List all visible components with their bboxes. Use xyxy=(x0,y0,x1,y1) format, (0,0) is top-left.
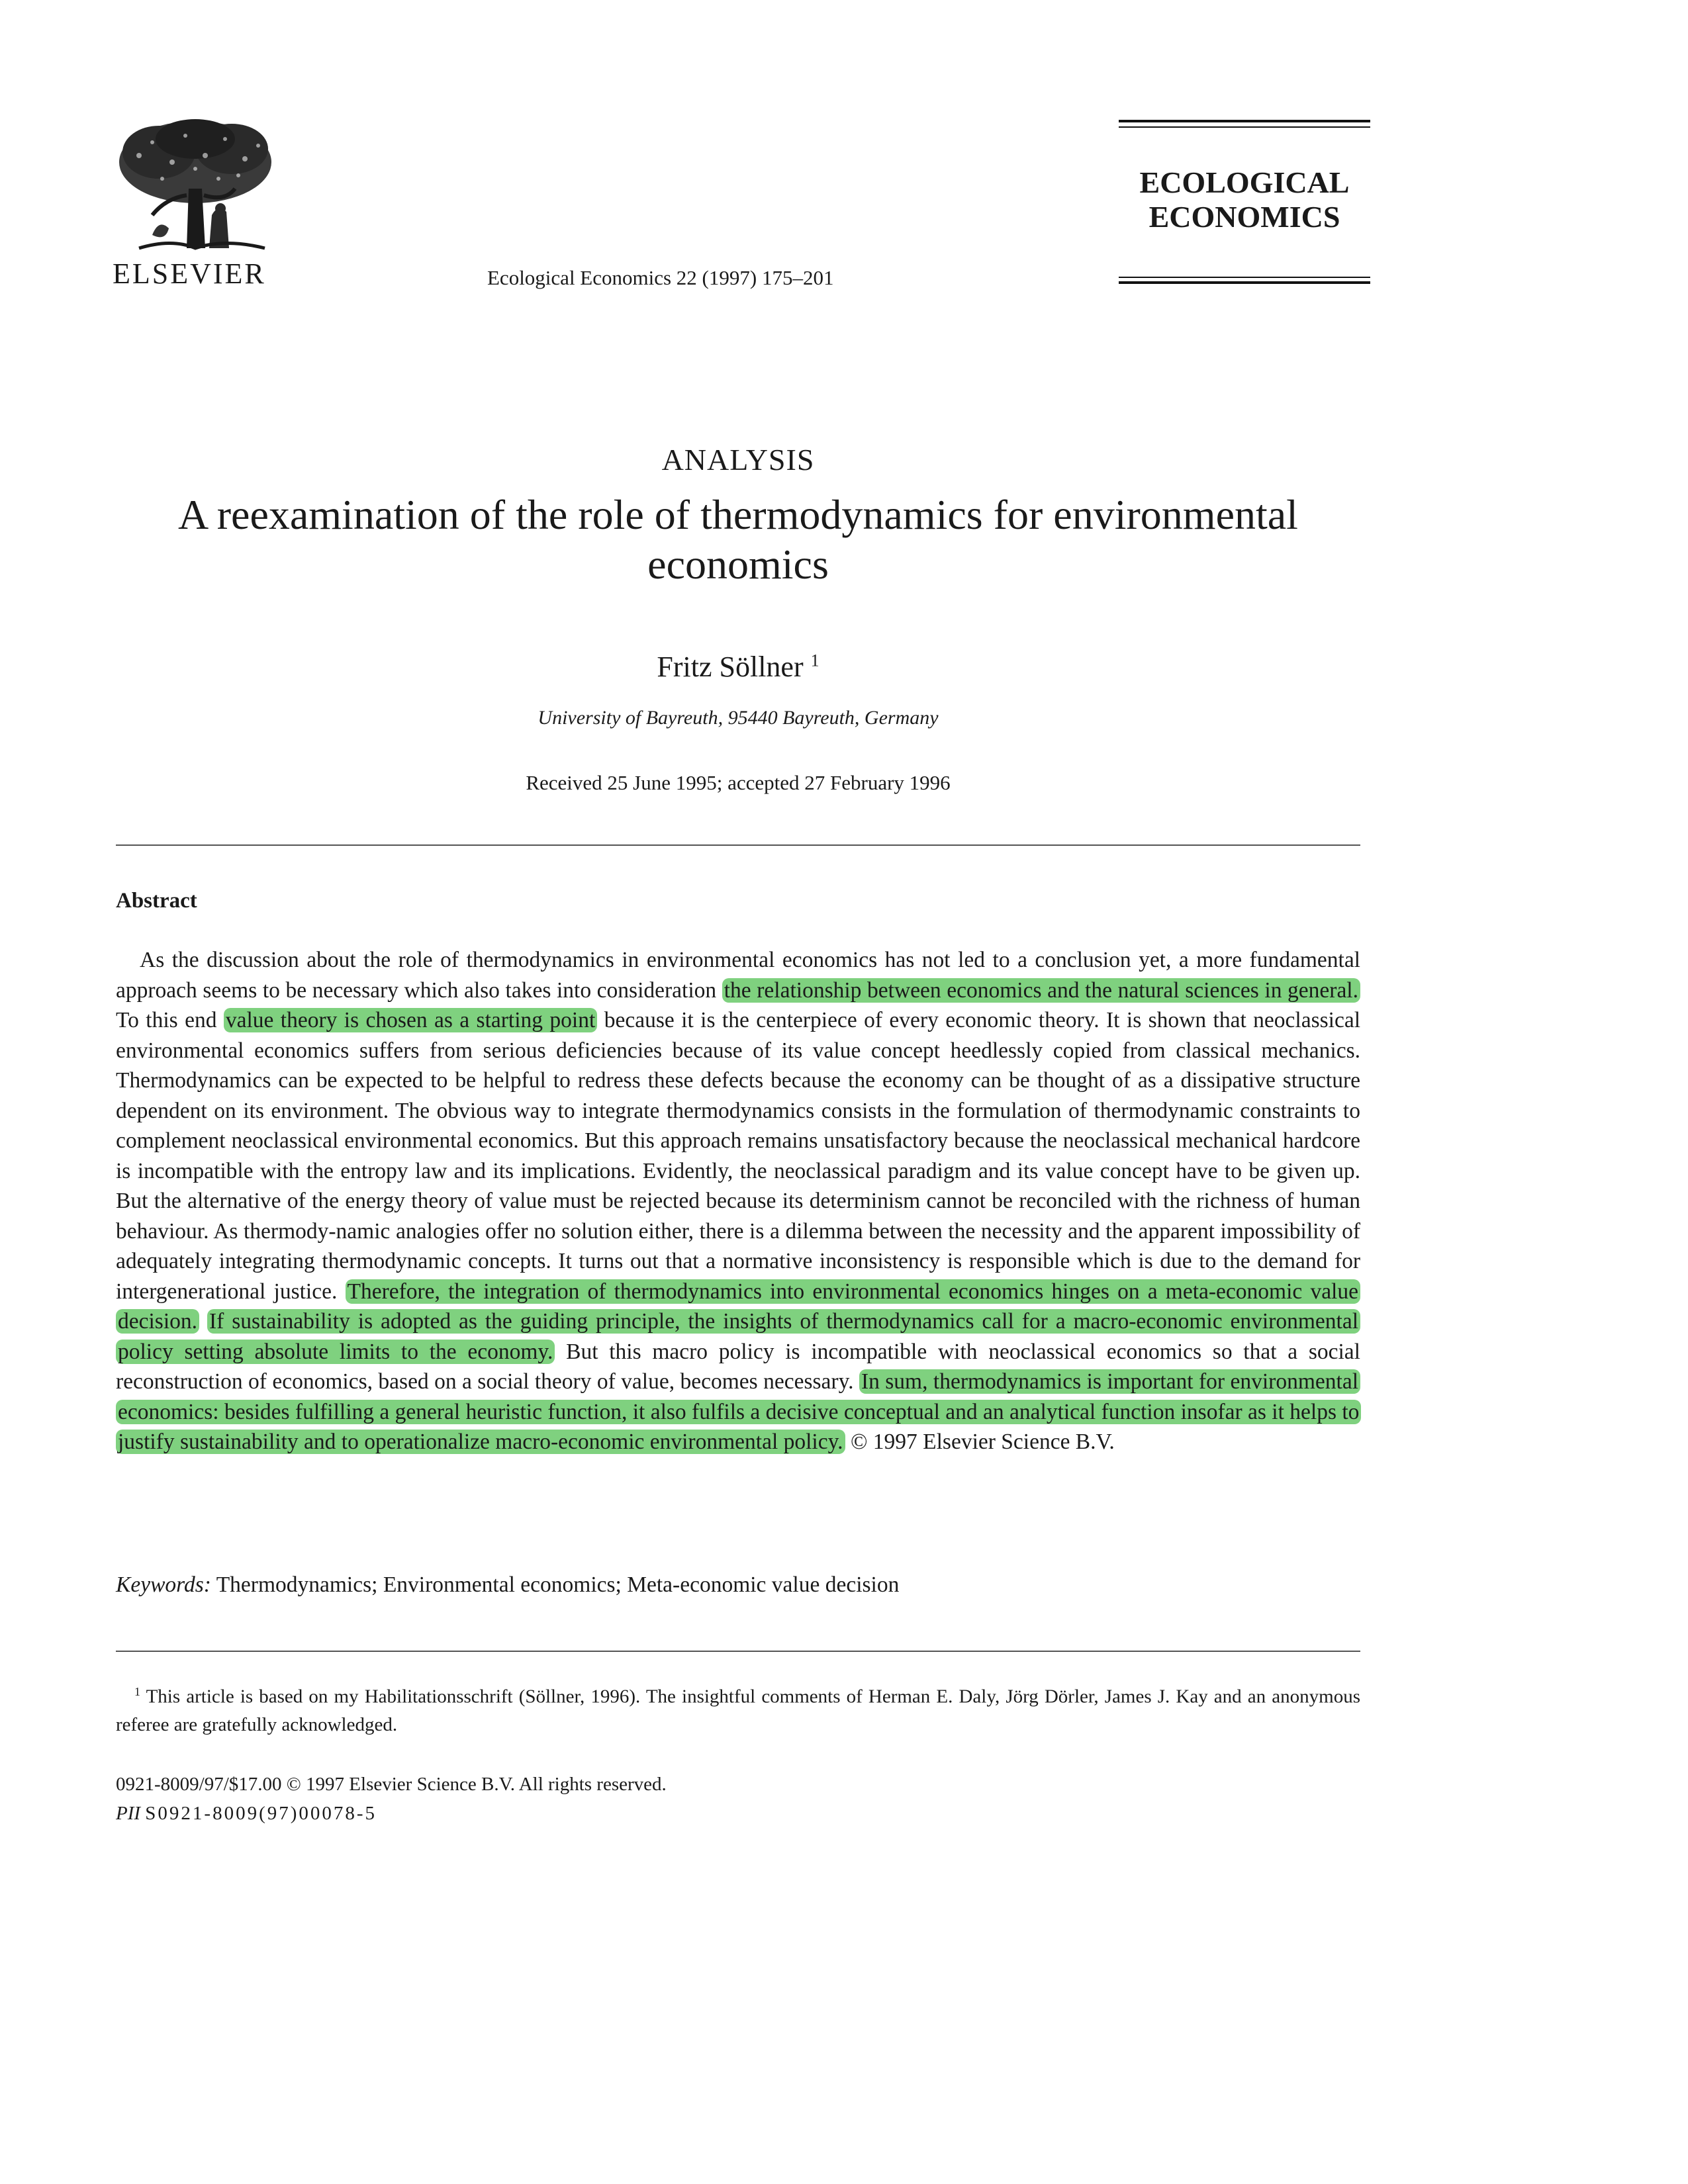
journal-title-line1: ECOLOGICAL xyxy=(1139,165,1350,199)
abstract-text: To this end xyxy=(116,1008,224,1032)
article-dates: Received 25 June 1995; accepted 27 February 1996 xyxy=(526,771,951,794)
keywords-text: Thermodynamics; Environmental economics; Meta-economic value decision xyxy=(216,1572,900,1597)
divider-top xyxy=(116,844,1360,846)
highlight-annotation[interactable]: In sum, thermodynamics is important for environmental economics: besides fulfilling a general heuristic function, it also fulfils a decisive conceptual and an analytical function insofar as it helps to justify sustainability and to operationalize macro-economic environmental policy. xyxy=(116,1369,1361,1454)
highlight-annotation[interactable]: Therefore, the integration of thermodynamics into environmental economics hinges on a meta-economic value decision. xyxy=(116,1279,1360,1334)
highlight-annotation[interactable]: the relationship between economics and the natural sciences in general. xyxy=(722,978,1360,1003)
publisher-name: ELSEVIER xyxy=(113,257,266,290)
author-name xyxy=(0,650,1476,684)
journal-rule-bottom-thick xyxy=(1119,281,1370,284)
abstract-text: But this macro policy is incompatible with neoclassical economics so that a social reconstruction of economics, based on a social theory of value, becomes necessary. xyxy=(116,1339,1360,1394)
pii-label: PII xyxy=(116,1803,141,1824)
abstract-heading: Abstract xyxy=(116,889,197,913)
highlight-annotation[interactable]: value theory is chosen as a starting point xyxy=(224,1008,597,1032)
journal-rule-bottom-thin xyxy=(1119,277,1370,278)
keywords-line xyxy=(116,1572,899,1598)
tree-logo-icon xyxy=(113,116,278,258)
journal-rule-top-thin xyxy=(1119,126,1370,128)
footnote xyxy=(116,1678,1360,1739)
abstract-body xyxy=(116,945,1360,1457)
journal-rule-top-thick xyxy=(1119,120,1370,122)
abstract-text: © 1997 Elsevier Science B.V. xyxy=(845,1430,1115,1454)
pii-code: S0921-8009(97)00078-5 xyxy=(145,1803,377,1824)
keywords-label: Keywords: xyxy=(116,1572,211,1597)
journal-citation: Ecological Economics 22 (1997) 175–201 xyxy=(487,266,834,289)
abstract-text: because it is the centerpiece of every economic theory. It is shown that neoclassical environmental economics suffers from serious deficiencies because of its value concept heedlessly copied from classical mechanics. Thermodynamics can be expected to be helpful to redress these defects because the economy can be thought of as a dissipative structure dependent on its environment. The obvious way to integrate thermodynamics consists in the formulation of thermodynamic constraints to complement neoclassical environmental economics. But this approach remains unsatisfactory because the neoclassical mechanical hardcore is incompatible with the entropy law and its implications. Evidently, the neoclassical paradigm and its value concept have to be given up. But the alternative of the energy theory of value must be rejected because its determinism cannot be reconciled with the richness of human behaviour. As thermody-namic analogies offer no solution either, there is a dilemma between the necessity and the apparent impossibility of adequately integrating thermodynamic concepts. It turns out that a normative inconsistency is responsible which is due to the demand for intergenerational justice. xyxy=(116,1008,1360,1304)
section-label: ANALYSIS xyxy=(661,443,815,477)
abstract-text: As the discussion about the role of thermodynamics in environmental economics has not led to a conclusion yet, a more fundamental approach seems to be necessary which also takes into consideration xyxy=(116,948,1360,1003)
author-name-text: Fritz Söllner xyxy=(657,651,804,683)
author-footnote-mark: 1 xyxy=(810,651,820,670)
journal-title-line2: ECONOMICS xyxy=(1149,200,1340,234)
article-title: A reexamination of the role of thermodynamics for environmental economics xyxy=(178,491,1298,588)
footnote-mark: 1 xyxy=(134,1685,140,1698)
issn-line: 0921-8009/97/$17.00 © 1997 Elsevier Science B.V. All rights reserved. xyxy=(116,1774,667,1795)
divider-footnote xyxy=(116,1651,1360,1652)
footnote-text: This article is based on my Habilitationsschrift (Söllner, 1996). The insightful comments of Herman E. Daly, Jörg Dörler, James J. Kay and an anonymous referee are gratefully acknowledged. xyxy=(116,1686,1360,1735)
pii-line xyxy=(116,1803,377,1825)
highlight-annotation[interactable]: If sustainability is adopted as the guiding principle, the insights of thermodynamics call for a macro-economic environmental policy setting absolute limits to the economy. xyxy=(116,1309,1360,1364)
author-affiliation: University of Bayreuth, 95440 Bayreuth, Germany xyxy=(538,707,939,729)
abstract-text xyxy=(199,1309,207,1334)
journal-title xyxy=(1119,165,1370,234)
